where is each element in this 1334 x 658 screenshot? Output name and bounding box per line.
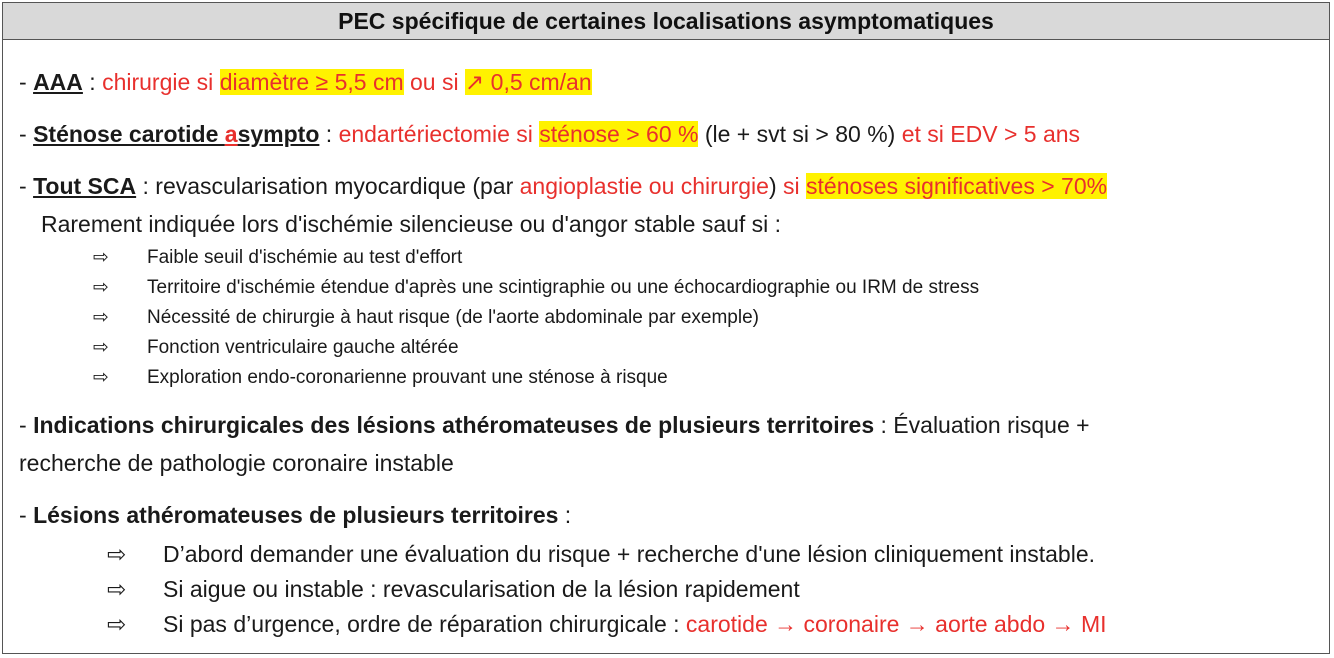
lesions-item [107, 574, 800, 604]
stenose-label-b: a [224, 121, 238, 147]
sca-text-3: ) [768, 173, 784, 199]
arrow-icon: ⇨ [93, 247, 109, 268]
lesions-item-text: Si pas d’urgence, ordre de réparation chirurgicale : [163, 611, 686, 637]
sca-text-2: angioplastie ou chirurgie [519, 173, 769, 199]
lesions-item-order: carotide → coronaire → aorte abdo → MI [685, 611, 1107, 637]
arrow-icon: ⇨ [93, 277, 109, 298]
aaa-line [19, 67, 592, 97]
arrow-icon: ⇨ [107, 541, 127, 567]
sca-dash: - [19, 173, 34, 199]
arrow-icon: ⇨ [93, 337, 109, 358]
aaa-label: AAA [33, 69, 83, 95]
stenose-text-3: et si EDV > 5 ans [901, 121, 1081, 147]
sca-item-text: Territoire d'ischémie étendue d'après une scintigraphie ou une échocardiographie ou IRM de stress [147, 277, 980, 298]
lesions-item [107, 609, 1107, 639]
stenose-label-c: sympto [237, 121, 320, 147]
sca-item [93, 275, 979, 301]
lesions-item-text: D’abord demander une évaluation du risque + recherche d'une lésion cliniquement instable. [163, 541, 1096, 567]
indications-line [19, 410, 1090, 440]
sca-line [19, 171, 1107, 201]
lesions-dash: - [19, 502, 34, 528]
indications-label: Indications chirurgicales des lésions athéromateuses de plusieurs territoires [33, 412, 875, 438]
sca-text-1: : revascularisation myocardique (par [136, 173, 520, 199]
lesions-label: Lésions athéromateuses de plusieurs territoires [33, 502, 559, 528]
page-title: PEC spécifique de certaines localisations asymptomatiques [3, 3, 1329, 40]
sca-item-text: Fonction ventriculaire gauche altérée [147, 337, 459, 358]
sca-item [93, 245, 462, 271]
aaa-dash: - [19, 69, 34, 95]
sca-item [93, 365, 668, 391]
stenose-line [19, 119, 1080, 149]
stenose-sep: : [319, 121, 339, 147]
sca-text-4: si [783, 173, 807, 199]
sca-line-2: Rarement indiquée lors d'ischémie silencieuse ou d'angor stable sauf si : [41, 211, 782, 237]
arrow-icon: ⇨ [93, 367, 109, 388]
stenose-dash: - [19, 121, 34, 147]
lesions-line [19, 500, 571, 530]
arrow-icon: ⇨ [107, 576, 127, 602]
arrow-icon: ⇨ [93, 307, 109, 328]
aaa-sep: : [82, 69, 103, 95]
indications-dash: - [19, 412, 34, 438]
indications-text-1: : Évaluation risque + [874, 412, 1090, 438]
sca-item [93, 305, 759, 331]
stenose-highlight-1: sténose > 60 % [539, 121, 699, 147]
lesions-item-text: Si aigue ou instable : revascularisation de la lésion rapidement [163, 576, 800, 602]
aaa-highlight-1: diamètre ≥ 5,5 cm [219, 69, 404, 95]
stenose-label-a: Sténose carotide [33, 121, 225, 147]
aaa-highlight-2: ↗ 0,5 cm/an [464, 69, 592, 95]
sca-item-text: Faible seuil d'ischémie au test d'effort [147, 247, 463, 268]
sca-item-text: Nécessité de chirurgie à haut risque (de l'aorte abdominale par exemple) [147, 307, 759, 328]
stenose-text-2: (le + svt si > 80 %) [698, 121, 902, 147]
sca-item [93, 335, 459, 361]
lesions-item [107, 539, 1095, 569]
arrow-icon: ⇨ [107, 611, 127, 637]
stenose-text-1: endartériectomie si [338, 121, 540, 147]
aaa-text-2: ou si [403, 69, 465, 95]
indications-line-2: recherche de pathologie coronaire instable [19, 450, 454, 476]
document-frame [2, 2, 1330, 654]
aaa-text-1: chirurgie si [102, 69, 220, 95]
sca-highlight-1: sténoses significatives > 70% [806, 173, 1108, 199]
sca-item-text: Exploration endo-coronarienne prouvant une sténose à risque [147, 367, 668, 388]
lesions-text-1: : [558, 502, 572, 528]
sca-label: Tout SCA [33, 173, 137, 199]
